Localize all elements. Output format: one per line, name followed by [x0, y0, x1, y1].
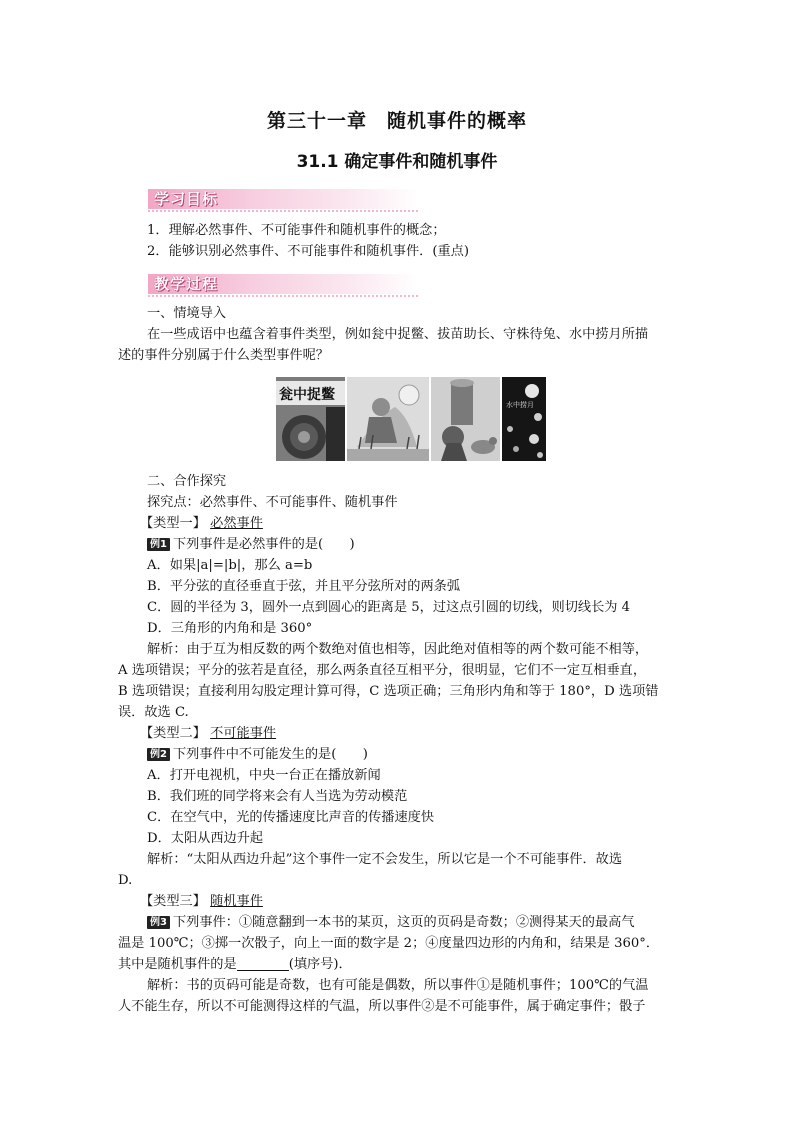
goals-banner-label: 学习目标 — [154, 190, 219, 208]
idiom-image-tree-stump — [431, 377, 500, 461]
example3-question-line: 温是 100℃；③掷一次骰子，向上一面的数字是 2；④度量四边形的内角和，结果是 360°． — [118, 936, 660, 951]
process-banner-label: 教学过程 — [154, 275, 219, 293]
idiom-caption: 瓮中捉鳖 — [279, 387, 335, 403]
idiom-image-turtle — [276, 377, 345, 461]
type2-heading — [118, 723, 678, 744]
option-item: A．打开电视机，中央一台正在播放新闻 — [147, 768, 381, 783]
explore-section — [118, 471, 678, 1017]
option-item: D．太阳从西边升起 — [147, 831, 264, 846]
example3-question-line: 其中是随机事件的是 (填序号)． — [118, 957, 352, 972]
idiom-illustration — [276, 377, 546, 461]
type2-name: 不可能事件 — [210, 726, 277, 741]
option-item: B．我们班的同学将来会有人当选为劳动模范 — [147, 789, 408, 804]
analysis-line: 解析：由于互为相反数的两个数绝对值也相等，因此绝对值相等的两个数可能不相等， — [147, 642, 649, 657]
process-banner — [148, 274, 418, 294]
intro-section — [118, 303, 678, 366]
type1-label: 【类型一】 — [140, 516, 206, 531]
explore-point: 探究点：必然事件、不可能事件、随机事件 — [147, 495, 398, 510]
banner-divider — [148, 293, 418, 297]
type1-name: 必然事件 — [210, 516, 263, 531]
option-item: B．平分弦的直径垂直于弦，并且平分弦所对的两条弧 — [147, 579, 461, 594]
example3-question: 例3 下列事件：①随意翻到一本书的某页，这页的页码是奇数；②测得某天的最高气 — [118, 912, 678, 933]
type3-label: 【类型三】 — [140, 894, 206, 909]
idiom-caption: 水中捞月 — [506, 401, 535, 409]
idiom-image-moon — [502, 377, 546, 461]
analysis-line: 人不能生存，所以不可能测得这样的气温，所以事件②是不可能事件，属于确定事件；骰子 — [118, 999, 646, 1014]
example2-question: 例2 下列事件中不可能发生的是( ) — [118, 744, 678, 765]
example-tag: 例2 — [147, 748, 170, 761]
option-item: D．三角形的内角和是 360° — [147, 621, 313, 636]
type3-heading — [118, 891, 678, 912]
explore-heading: 二、合作探究 — [147, 474, 227, 489]
analysis-line: 解析：书的页码可能是奇数，也有可能是偶数，所以事件①是随机事件；100℃的气温 — [147, 978, 649, 993]
analysis-line: D. — [118, 873, 133, 888]
example-tag: 例1 — [147, 538, 170, 551]
intro-heading: 一、情境导入 — [147, 306, 227, 321]
type2-label: 【类型二】 — [140, 726, 206, 741]
type1-heading — [118, 513, 678, 534]
option-item: A．如果|a|=|b|，那么 a=b — [147, 558, 313, 573]
type3-name: 随机事件 — [210, 894, 263, 909]
analysis-line: A 选项错误；平分的弦若是直径，那么两条直径互相平分，很明显，它们不一定互相垂直， — [118, 663, 647, 678]
goal-item: 2．能够识别必然事件、不可能事件和随机事件．(重点) — [147, 244, 469, 259]
goals-list — [118, 220, 678, 262]
intro-paragraph: 在一些成语中也蕴含着事件类型，例如瓮中捉鳖、拔苗助长、守株待兔、水中捞月所描 — [147, 327, 649, 342]
idiom-image-seedling — [347, 377, 428, 461]
answer-blank[interactable] — [237, 956, 289, 971]
analysis-line: 解析：“太阳从西边升起”这个事件一定不会发生，所以它是一个不可能事件．故选 — [147, 852, 623, 867]
chapter-title: 第三十一章 随机事件的概率 — [266, 110, 527, 132]
goal-item: 1．理解必然事件、不可能事件和随机事件的概念； — [147, 223, 446, 238]
analysis-line: 误．故选 C. — [118, 705, 189, 720]
example-tag: 例3 — [147, 916, 170, 929]
intro-paragraph: 述的事件分别属于什么类型事件呢？ — [118, 348, 329, 363]
goals-banner — [148, 189, 418, 209]
option-item: C．圆的半径为 3，圆外一点到圆心的距离是 5，过这点引圆的切线，则切线长为 4 — [147, 600, 631, 615]
analysis-line: B 选项错误；直接利用勾股定理计算可得，C 选项正确；三角形内角和等于 180°，D 选项错 — [118, 684, 659, 699]
banner-divider — [148, 208, 418, 212]
example1-question: 例1 下列事件是必然事件的是( ) — [118, 534, 678, 555]
option-item: C．在空气中，光的传播速度比声音的传播速度快 — [147, 810, 435, 825]
section-title: 31.1 确定事件和随机事件 — [296, 152, 498, 172]
